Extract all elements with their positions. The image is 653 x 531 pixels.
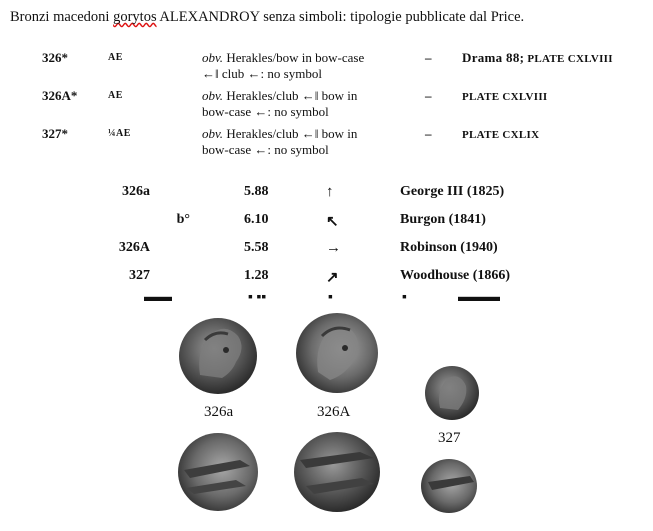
die-axis-arrow-icon: ↖ bbox=[326, 214, 339, 230]
specimen-id: b° bbox=[176, 212, 190, 227]
specimen-weight: 1.28 bbox=[244, 268, 269, 283]
coin-326A-reverse bbox=[294, 432, 380, 512]
entry-number: 326* bbox=[42, 50, 68, 65]
coin-label-326A: 326A bbox=[317, 404, 351, 420]
coin-label-326a: 326a bbox=[204, 404, 234, 420]
entry-number: 327* bbox=[42, 126, 68, 141]
coin-label-327: 327 bbox=[438, 430, 461, 446]
coin-326a-obverse bbox=[179, 318, 257, 394]
entry-dash: – bbox=[425, 126, 432, 141]
coin-327-reverse bbox=[421, 459, 477, 513]
specimen-collection: Woodhouse (1866) bbox=[400, 268, 511, 283]
page-title: Bronzi macedoni gorytos ALEXANDROY senza simboli: tipologie pubblicate dal Price. bbox=[10, 9, 525, 25]
cropped-row-fragment: ▬▬ ▪ ▪▪ ▪ ▪ ▬▬▬ bbox=[144, 290, 500, 305]
entry-description: obv. Herakles/bow in bow-case ←‖ club ←: no symbol bbox=[202, 50, 365, 81]
entry-reference: PLATE CXLIX bbox=[462, 129, 540, 141]
entry-dash: – bbox=[425, 50, 432, 65]
coin-327-obverse bbox=[425, 366, 479, 420]
entry-reference: PLATE CXLVIII bbox=[462, 91, 548, 103]
specimen-id: 326A bbox=[118, 240, 150, 255]
entry-description: obv. Herakles/club ←‖ bow in bow-case ←: no symbol bbox=[202, 126, 358, 157]
specimen-collection: George III (1825) bbox=[400, 184, 505, 199]
specimen-collection: Burgon (1841) bbox=[400, 212, 486, 227]
specimen-collection: Robinson (1940) bbox=[400, 240, 498, 255]
die-axis-arrow-icon: ↑ bbox=[326, 184, 334, 200]
die-axis-arrow-icon: ↗ bbox=[326, 270, 339, 286]
entry-denomination: AE bbox=[108, 90, 123, 101]
entry-number: 326A* bbox=[42, 88, 78, 103]
entry-reference: Drama 88; PLATE CXLVIII bbox=[462, 50, 613, 65]
spellcheck-word: gorytos bbox=[113, 9, 157, 25]
specimen-id: 327 bbox=[129, 268, 150, 283]
coin-326A-obverse bbox=[296, 313, 378, 393]
specimen-weight: 5.88 bbox=[244, 184, 269, 199]
entry-denomination: AE bbox=[108, 52, 123, 63]
coin-326a-reverse bbox=[178, 433, 258, 511]
entry-description: obv. Herakles/club ←‖ bow in bow-case ←: no symbol bbox=[202, 88, 358, 119]
specimen-weight: 5.58 bbox=[244, 240, 269, 255]
entry-denomination: ¼AE bbox=[108, 128, 131, 139]
specimen-id: 326a bbox=[122, 184, 150, 199]
specimen-weight: 6.10 bbox=[244, 212, 269, 227]
entry-dash: – bbox=[425, 88, 432, 103]
die-axis-arrow-icon: → bbox=[326, 240, 341, 256]
